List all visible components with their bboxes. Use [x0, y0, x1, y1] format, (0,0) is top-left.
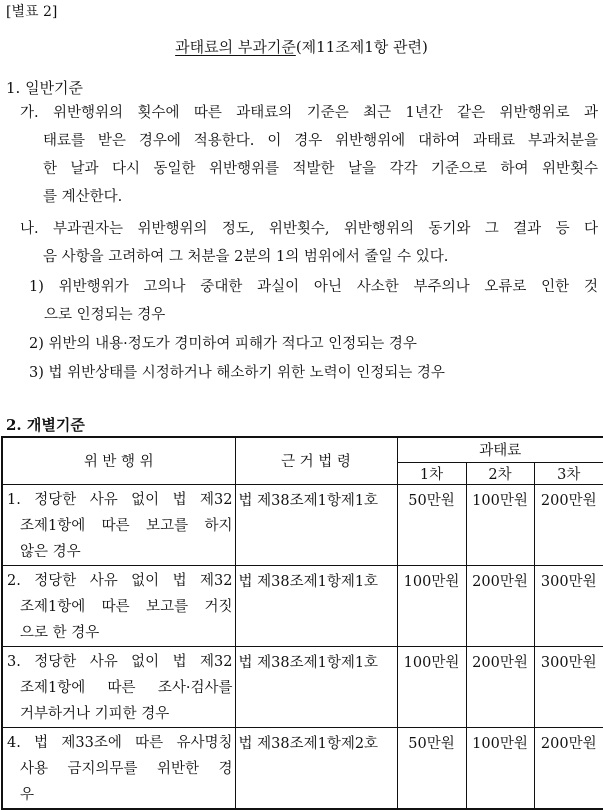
general-sub-3: 3) 법 위반상태를 시정하거나 해소하기 위한 노력이 인정되는 경우	[29, 365, 445, 381]
legal-basis-cell: 법 제38조제1항제1호	[235, 484, 397, 565]
appendix-tag: [별표 2]	[6, 4, 58, 20]
na-line: 나. 부과권자는 위반행위의 정도, 위반횟수, 위반행위의 동기와 그 결과 등 다	[20, 221, 598, 237]
general-item-ga	[20, 99, 598, 211]
ga-line: 한 날과 다시 동일한 위반행위를 적발한 날을 각각 기준으로 하여 위반횟수	[43, 161, 598, 177]
individual-heading: 2. 개별기준	[6, 416, 85, 434]
header-violation: 위 반 행 위	[2, 437, 235, 484]
table-row	[2, 565, 603, 646]
title-reference: (제11조제1항 관련)	[295, 38, 428, 56]
table-row	[2, 484, 603, 565]
header-legal-basis: 근 거 법 령	[235, 437, 397, 484]
header-first: 1차	[397, 462, 466, 484]
ga-line: 를 계산한다.	[43, 189, 123, 205]
general-item-na	[20, 215, 598, 271]
legal-basis-cell: 법 제38조제1항제1호	[235, 565, 397, 646]
header-second: 2차	[466, 462, 534, 484]
fine-first-cell: 50만원	[397, 484, 466, 565]
header-fine: 과태료	[397, 437, 603, 462]
general-sub-1	[29, 273, 598, 329]
fine-third-cell: 200만원	[534, 484, 603, 565]
fine-third-cell: 200만원	[534, 727, 603, 809]
sub1-line: 1) 위반행위가 고의나 중대한 과실이 아닌 사소한 부주의나 오류로 인한 것	[29, 279, 598, 295]
na-line: 음 사항을 고려하여 그 처분을 2분의 1의 범위에서 줄일 수 있다.	[43, 249, 449, 265]
sub1-line: 으로 인정되는 경우	[44, 307, 166, 323]
title-main: 과태료의 부과기준	[175, 38, 296, 56]
header-third: 3차	[534, 462, 603, 484]
ga-line: 가. 위반행위의 횟수에 따른 과태료의 기준은 최근 1년간 같은 위반행위로 과	[20, 105, 598, 121]
fine-second-cell: 200만원	[466, 565, 534, 646]
general-sub-2: 2) 위반의 내용·정도가 경미하여 피해가 적다고 인정되는 경우	[29, 336, 417, 352]
legal-basis-cell: 법 제38조제1항제2호	[235, 727, 397, 809]
table-row	[2, 727, 603, 809]
table-row	[2, 646, 603, 727]
violation-cell: 3. 정당한 사유 없이 법 제32 조제1항에 따른 조사·검사를 거부하거나 기피한 경우	[2, 646, 235, 727]
fine-first-cell: 50만원	[397, 727, 466, 809]
violation-cell: 2. 정당한 사유 없이 법 제32 조제1항에 따른 보고를 거짓 으로 한 경우	[2, 565, 235, 646]
violation-cell: 4. 법 제33조에 따른 유사명칭 사용 금지의무를 위반한 경 우	[2, 727, 235, 809]
page-title	[0, 36, 603, 57]
legal-basis-cell: 법 제38조제1항제1호	[235, 646, 397, 727]
general-heading: 1. 일반기준	[6, 79, 84, 97]
fine-second-cell: 200만원	[466, 646, 534, 727]
fine-third-cell: 300만원	[534, 565, 603, 646]
fine-second-cell: 100만원	[466, 484, 534, 565]
fine-first-cell: 100만원	[397, 646, 466, 727]
ga-line: 태료를 받은 경우에 적용한다. 이 경우 위반행위에 대하여 과태료 부과처분을	[43, 133, 598, 149]
fine-first-cell: 100만원	[397, 565, 466, 646]
fine-table	[1, 436, 603, 810]
violation-cell: 1. 정당한 사유 없이 법 제32 조제1항에 따른 보고를 하지 않은 경우	[2, 484, 235, 565]
fine-second-cell: 100만원	[466, 727, 534, 809]
fine-third-cell: 300만원	[534, 646, 603, 727]
